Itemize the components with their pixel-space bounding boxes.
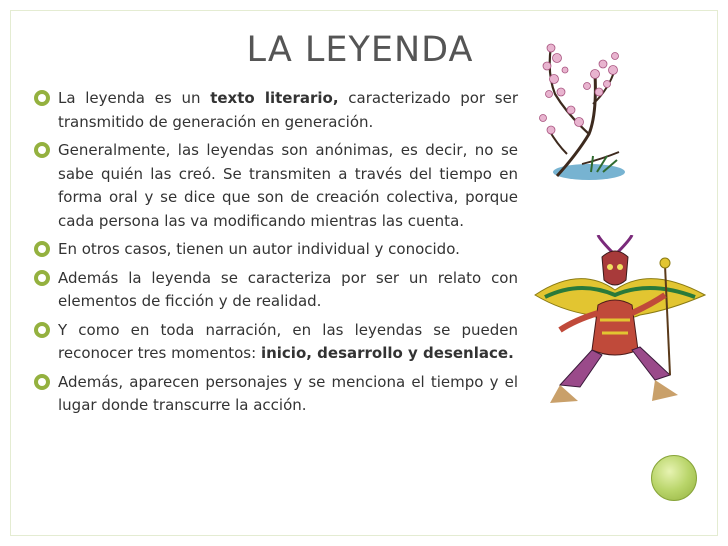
bullet-text: Además, aparecen personajes y se menciona el tiempo y el lugar donde transcurre la acción.	[58, 372, 518, 414]
bullet-bold-text: texto literario,	[210, 89, 339, 107]
bullet-text: Generalmente, las leyendas son anónimas, es decir, no se sabe quién las creó. Se transmiten a través del tiempo en forma oral y se dice que son de creación colectiva, porque cada persona las va modificando mientras las cuenta.	[58, 141, 518, 230]
bullet-marker-icon	[34, 241, 50, 257]
bullet-text: Además la leyenda se caracteriza por ser un relato con elementos de ficción y de realidad.	[58, 268, 518, 310]
bullet-item	[34, 87, 518, 134]
bullet-text: En otros casos, tienen un autor individual y conocido.	[58, 240, 460, 258]
cherry-blossom-illustration	[527, 34, 627, 184]
bullet-item	[34, 371, 518, 418]
bullet-marker-icon	[34, 270, 50, 286]
bullet-text: Y como en toda narración, en las leyendas se pueden reconocer tres momentos:	[58, 320, 518, 362]
bullet-marker-icon	[34, 374, 50, 390]
bullet-item	[34, 319, 518, 366]
bullet-marker-icon	[34, 90, 50, 106]
bullet-list	[34, 87, 518, 423]
bullet-bold-text: inicio, desarrollo y desenlace.	[260, 344, 514, 362]
bullet-item	[34, 267, 518, 314]
green-orb-decoration	[651, 455, 697, 501]
bullet-marker-icon	[34, 142, 50, 158]
bullet-item	[34, 238, 518, 262]
bullet-marker-icon	[34, 322, 50, 338]
bullet-text: caracterizado por ser transmitido de generación en generación.	[58, 89, 519, 131]
bullet-item	[34, 139, 518, 233]
slide-title: LA LEYENDA	[246, 30, 474, 70]
masked-dancer-illustration	[520, 235, 715, 405]
bullet-text: La leyenda es un	[58, 89, 211, 107]
